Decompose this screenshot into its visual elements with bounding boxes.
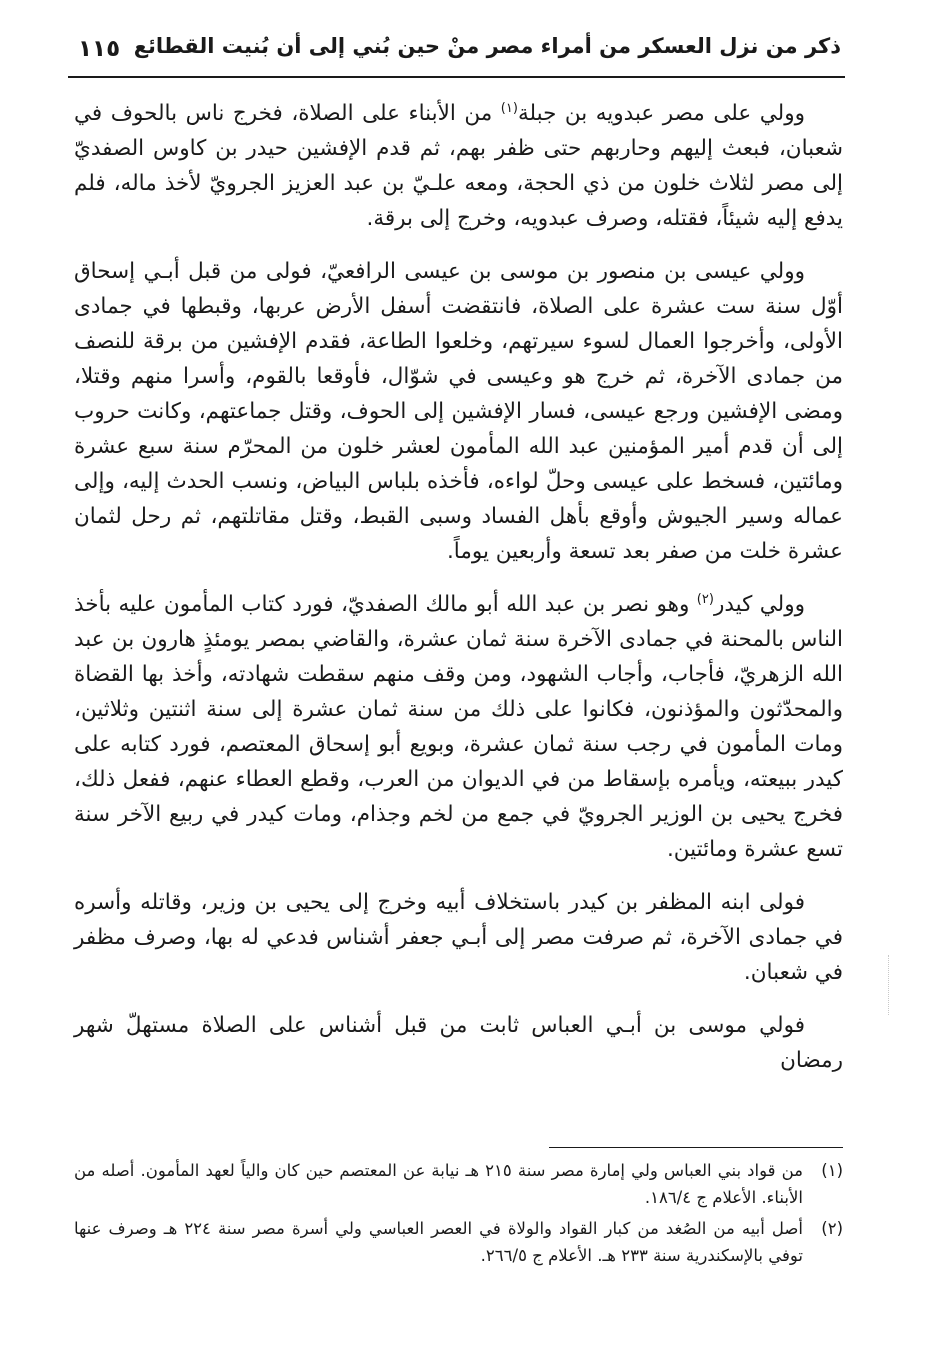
paragraph-text: وولي عيسى بن منصور بن موسى بن عيسى الرافعيّ، فولى من قبل أبـي إسحاق أوّل سنة ست عشرة على الصلاة، فانتقضت أسفل الأرض عربها، وقبطها في جمادى الأولى، وأخرجوا العمال لسوء سيرتهم، وخلعوا الطاعة، فقدم الإفشين من برقة للنصف من جمادى الآخرة، ثم خرج هو وعيسى في شوّال، فأوقعا بالقوم، وأسرا منهم وقتلا، ومضى الإفشين ورجع عيسى، فسار الإفشين إلى الحوف، وقتل جماعتهم، وكانت حروب إلى أن قدم أمير المؤمنين عبد الله المأمون لعشر خلون من المحرّم سنة سبع عشرة ومائتين، فسخط على عيسى وحلّ لواءه، فأخذه بلباس البياض، ونسب الحدث إليه، وإلى عماله وسير الجيوش وأوقع بأهل الفساد وسبى القبط، وقتل مقاتلتهم، ثم رحل لثمان عشرة خلت من صفر بعد تسعة وأربعين يوماً.	[74, 259, 843, 564]
paragraph-text: فولى ابنه المظفر بن كيدر باستخلاف أبيه وخرج إلى يحيى بن وزير، وقاتله وأسره في جمادى الآخرة، ثم صرفت مصر إلى أبـي جعفر أشناس فدعي له بها، وصرف مظفر في شعبان.	[74, 890, 843, 985]
paragraph-text: وهو نصر بن عبد الله أبو مالك الصفديّ، فورد كتاب المأمون عليه بأخذ الناس بالمحنة في جمادى الآخرة سنة ثمان عشرة، والقاضي بمصر يومئذٍ هارون بن عبد الله الزهريّ، فأجاب، وأجاب الشهود، ومن وقف منهم سقطت شهادته، وأخذ بها القضاة والمحدّثون والمؤذنون، فكانوا على ذلك من سنة ثمان عشرة إلى سنة اثنتين وثلاثين، ومات المأمون في رجب سنة ثمان عشرة، وبويع أبو إسحاق المعتصم، فورد كتابه على كيدر ببيعته، ويأمره بإسقاط من في الديوان من العرب، وقطع العطاء عنهم، ففعل ذلك، فخرج يحيى بن الوزير الجرويّ في جمع من لخم وجذام، ومات كيدر في ربيع الآخر سنة تسع عشرة ومائتين.	[74, 592, 843, 862]
footnote-number: (١)	[821, 1161, 843, 1180]
footnote-item	[74, 1215, 843, 1269]
paragraph-muzaffar	[74, 885, 843, 990]
paragraph-text: وولي على مصر عبدويه بن جبلة	[517, 101, 805, 126]
paragraph-text: من الأبناء على الصلاة، فخرج ناس بالحوف في شعبان، فبعث إليهم وحاربهم حتى ظفر بهم، ثم قدم الإفشين حيدر بن كاوس الصفديّ إلى مصر لثلاث خلون من ذي الحجة، ومعه علـيّ بن عبد العزيز الجرويّ لأخذ ماله، فلم يدفع إليه شيئاً، فقتله، وصرف عبدويه، وخرج إلى برقة.	[74, 101, 843, 231]
footnotes	[74, 1157, 843, 1273]
header-rule	[68, 76, 845, 78]
paragraph-abdawayh	[74, 96, 843, 236]
main-text	[74, 96, 843, 1096]
footnote-marker: (٢)	[696, 591, 714, 607]
paragraph-text: فولي موسى بن أبـي العباس ثابت من قبل أشناس على الصلاة مستهلّ شهر رمضان	[74, 1013, 843, 1073]
footnote-marker: (١)	[500, 100, 518, 116]
paragraph-kaydar	[74, 587, 843, 867]
paragraph-text: وولي كيدر	[713, 592, 805, 617]
paragraph-musa	[74, 1008, 843, 1078]
footnote-text: من قواد بني العباس ولي إمارة مصر سنة ٢١٥ هـ نيابة عن المعتصم حين كان والياً لعهد المأمون. أصله من الأبناء. الأعلام ج ١٨٦/٤.	[74, 1161, 803, 1207]
footnote-text: أصل أبيه من الصُغد من كبار القواد والولاة في العصر العباسي ولي أسرة مصر سنة ٢٢٤ هـ وصرف عنها توفي بالإسكندرية سنة ٢٣٣ هـ. الأعلام ج ٢٦٦/٥.	[74, 1219, 803, 1265]
paragraph-isa	[74, 254, 843, 569]
footnote-number: (٢)	[821, 1219, 843, 1238]
margin-mark	[888, 955, 890, 1015]
running-title: ذكر من نزل العسكر من أمراء مصر منْ حين بُني إلى أن بُنيت القطائع	[133, 34, 841, 58]
footnote-separator	[549, 1147, 843, 1148]
footnote-item	[74, 1157, 843, 1211]
page-number: ١١٥	[78, 36, 121, 62]
